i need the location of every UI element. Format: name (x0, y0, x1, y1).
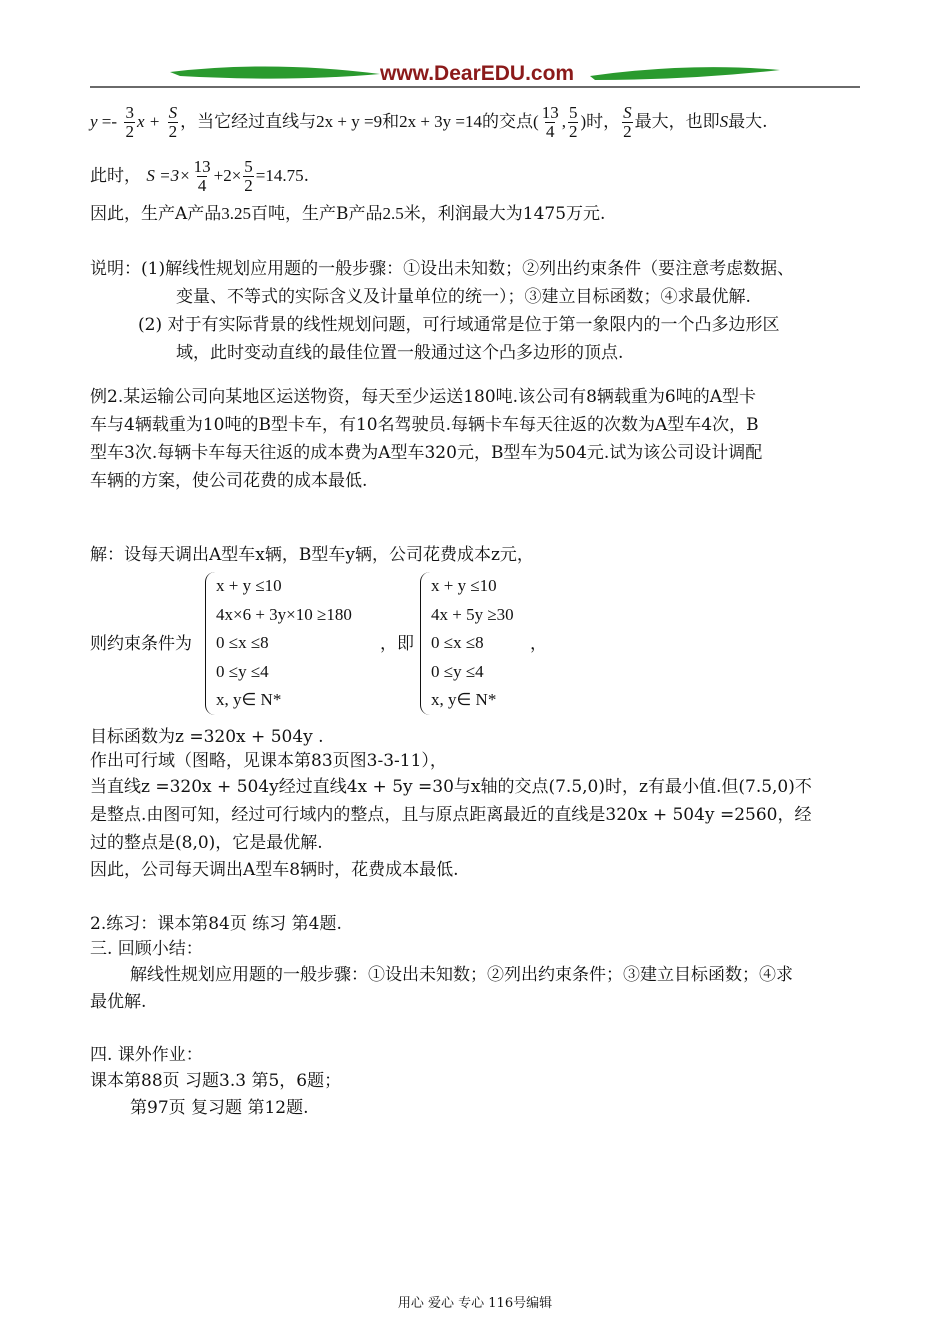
constraint-2-row-5: x, y∈ N* (431, 690, 497, 709)
value-b: 2.5 (382, 204, 404, 223)
fraction-s-2b: $\frac{S}{2}$ (623, 103, 632, 141)
text-when: 时， (586, 112, 621, 132)
expr-s: S =3× (146, 166, 191, 185)
text-ie: ，即 (380, 634, 414, 654)
homework-line-1: 课本第88页 习题3.3 第5，6题； (90, 1071, 342, 1091)
fraction-5-2-b: $\frac{5}{2}$ (244, 157, 253, 195)
text-tail: 最大，也即 (634, 112, 720, 132)
comma: , (561, 112, 566, 131)
fraction-5-2: $\frac{5}{2}$ (568, 103, 578, 141)
formula-line-1 (90, 104, 768, 141)
fraction-s-2: $\frac{S}{2}$ (168, 103, 178, 141)
constraint-2-row-2: 4x + 5y ≥30 (431, 604, 514, 624)
review-body-1: 解线性规划应用题的一般步骤：①设出未知数；②列出约束条件；③建立目标函数；④求 (130, 965, 793, 985)
expr-result: =14.75 (255, 166, 304, 185)
solution-line-4: 因此，公司每天调出A型车8辆时，花费成本最低. (90, 860, 459, 880)
text-part-c: 米，利润最大为1475万元. (403, 204, 606, 224)
constraint-1-row-4: 0 ≤y ≤4 (216, 661, 269, 681)
text-and: 和 (382, 112, 400, 132)
review-body-2: 最优解. (90, 992, 147, 1012)
constraint-2-row-4: 0 ≤y ≤4 (431, 661, 484, 681)
text-point: 的交点 (482, 112, 534, 132)
value-a: 3.25 (221, 204, 252, 223)
constraint-2-row-1: x + y ≤10 (431, 576, 497, 595)
constraint-1-row-3: 0 ≤x ≤8 (216, 633, 269, 652)
fraction-3-2: $\frac{3}{2}$ (125, 103, 134, 141)
formula-line-2 (90, 158, 309, 195)
solution-line-1: 当直线z =320x + 504y经过直线4x + 5y =30与x轴的交点(7.5,0)时，z有最小值.但(7.5,0)不 (90, 777, 812, 797)
homework-title: 四. 课外作业： (90, 1045, 203, 1065)
equation-1: 2x + y =9 (316, 112, 383, 131)
practice-line: 2.练习：课本第84页 练习 第4题. (90, 914, 342, 934)
paren-close: ) (580, 112, 587, 131)
constraint-label: 则约束条件为 (90, 634, 192, 654)
note-1a: 说明：(1)解线性规划应用题的一般步骤：①设出未知数；②列出约束条件（要注意考虑数据、 (90, 259, 795, 279)
constraint-1-row-5: x, y∈ N* (216, 690, 282, 709)
constraint-2-row-3: 0 ≤x ≤8 (431, 633, 484, 652)
example2-line-4: 车辆的方案，使公司花费的成本最低. (90, 471, 368, 491)
review-title: 三. 回顾小结： (90, 939, 203, 959)
text-mid: ，当它经过直线与 (180, 112, 317, 132)
text-at-this-time: 此时， (90, 166, 141, 186)
example2-line-2: 车与4辆载重为10吨的B型卡车，有10名驾驶员.每辆卡车每天往返的次数为A型车4次，B (90, 415, 759, 435)
conclusion-line (90, 199, 605, 229)
constraint-system-2 (420, 572, 514, 715)
text-end-comma: ， (530, 634, 547, 654)
constraint-1-row-2: 4x×6 + 3y×10 ≥180 (216, 604, 352, 624)
fraction-13-4: $\frac{13}{4}$ (541, 103, 559, 141)
note-2b: 域，此时变动直线的最佳位置一般通过这个凸多边形的顶点. (176, 343, 624, 363)
text-part-a: 因此，生产A产品 (90, 204, 222, 224)
example2-line-1: 例2.某运输公司向某地区运送物资，每天至少运送180吨.该公司有8辆载重为6吨的A型卡 (90, 387, 756, 407)
solution-line-3: 过的整点是(8,0)，它是最优解. (90, 833, 323, 853)
homework-line-2: 第97页 复习题 第12题. (130, 1098, 309, 1118)
text-tail2: 最大. (728, 112, 768, 132)
period: . (303, 166, 310, 186)
var-s: S (719, 112, 729, 131)
note-2a: (2) 对于有实际背景的线性规划问题，可行域通常是位于第一象限内的一个凸多边形区 (138, 315, 780, 335)
header-site: www.DearEDU.com (380, 62, 575, 85)
header-banner (90, 60, 860, 92)
expr-plus: +2× (213, 166, 242, 185)
feasible-region-note: 作出可行域（图略，见课本第83页图3-3-11）， (90, 751, 447, 771)
paren-open: ( (533, 112, 539, 131)
page-footer: 用心 爱心 专心 116号编辑 (397, 1296, 553, 1311)
solution-intro: 解：设每天调出A型车x辆，B型车y辆，公司花费成本z元， (90, 545, 534, 565)
constraint-1-row-1: x + y ≤10 (216, 576, 282, 595)
example2-line-3: 型车3次.每辆卡车每天往返的成本费为A型车320元，B型车为504元.试为该公司设计调配 (90, 443, 763, 463)
text-part-b: 百吨，生产B产品 (251, 204, 383, 224)
note-1b: 变量、不等式的实际含义及计量单位的统一）；③建立目标函数；④求最优解. (176, 287, 751, 307)
objective-function: 目标函数为z =320x + 504y . (90, 727, 324, 747)
eq-sign: =- (97, 112, 118, 131)
x-plus: x + (136, 112, 161, 131)
solution-line-2: 是整点.由图可知，经过可行域内的整点，且与原点距离最近的直线是320x + 504y =2560，经 (90, 805, 812, 825)
var-y: y (90, 112, 98, 131)
constraint-system-1 (205, 572, 352, 715)
fraction-13-4-b: $\frac{13}{4}$ (193, 157, 211, 195)
equation-2: 2x + 3y =14 (399, 112, 483, 131)
